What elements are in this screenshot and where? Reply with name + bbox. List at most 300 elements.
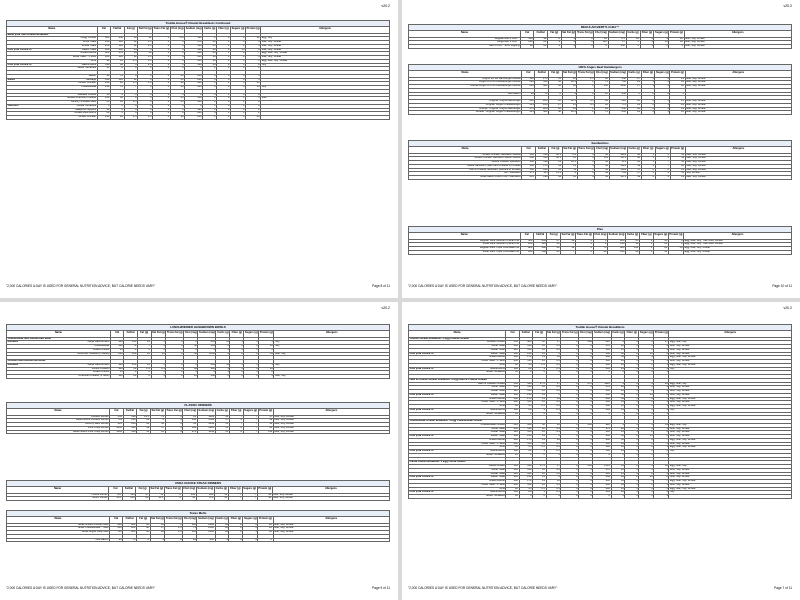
nutrient-value: 1 [625,371,639,375]
column-header: Name [7,26,98,33]
column-header: Fiber (g) [217,26,231,33]
category-label: Plus your choice of [7,63,32,66]
nutrient-value: 17 [546,382,561,386]
nutrient-value: 2 [641,111,655,115]
nutrient-value: 10 [110,101,124,105]
nutrient-value: 49 [137,426,151,430]
version-label: v20.2 [783,306,792,310]
nutrient-value: 3 [639,386,654,390]
nutrient-value: 920 [593,423,611,427]
nutrient-value: 1 [654,487,669,491]
nutrient-value: 82 [653,247,668,251]
item-name: Melted American Cheese [67,96,97,100]
nutrient-value: 3 [639,468,654,472]
allergens-cell: Milk, Soy, Wheat [261,48,390,52]
nutrient-value: 110 [110,41,124,45]
column-header: Carbs (g) [216,330,230,337]
nutrient-value: 0 [639,363,654,367]
nutrient-value: 4.5 [546,427,561,431]
allergens-cell: Milk, Soy, Wheat [273,419,389,423]
nutrient-value: 120 [533,243,547,247]
nutrient-value: 0 [153,52,171,56]
allergens-cell: Milk, Soy, Wheat [272,493,389,497]
nutrient-value: 0 [259,348,274,352]
allergens-cell: Milk, Soy, Wheat [261,41,390,45]
item-name: Grilled Biscuit [488,438,505,441]
column-header: FatCal [535,146,549,153]
column-header: FatCal [123,408,137,415]
nutrient-value: 2.5 [124,82,138,86]
column-header: Fat (g) [124,26,138,33]
nutrient-value: 8 [229,430,243,434]
column-header: Cal [522,146,535,153]
nutrient-value: 0 [579,401,593,405]
allergens-cell: Egg, Milk, Soy, Wheat [261,52,390,56]
column-header: Protein (g) [654,330,669,337]
item-name: "Original" Angus Cheeseburger [484,103,521,106]
nutrient-value: 230 [521,41,534,45]
nutrient-value: 40 [258,523,273,527]
nutrient-value: 80 [534,41,548,45]
nutrient-value: 930 [185,116,203,120]
item-name: Hickory Smoked Ham [71,100,97,103]
nutrient-value: 1 [217,67,231,71]
nutrient-value: 0 [579,386,593,390]
nutrient-value: 0 [170,104,184,108]
nutrient-value: 3 [654,360,669,364]
item-name: Grilled Cheese Sandwich [491,160,521,163]
nutrient-value: 370 [593,345,611,349]
nutrient-value: 50 [170,86,184,90]
nutrient-value: 3 [654,367,669,371]
nutrient-value: 1470 [609,176,627,180]
nutrient-value: 400 [97,37,110,41]
nutrient-value: 0 [561,352,579,356]
column-header: Allergens [273,516,389,523]
nutrient-value: 13.5 [549,172,563,176]
nutrient-value: 4.5 [138,41,153,45]
nutrient-value: 80 [110,63,124,67]
nutrient-value: 110 [110,44,124,48]
item-name: Small Slice Southern Pecan Pie [482,242,520,246]
nutrient-value: 0 [185,104,203,108]
item-name: Large Hashbrowns [87,340,110,344]
item-name: Raisin Toast [490,352,505,355]
allergens-cell: Egg, Milk, Soy, Wheat [669,487,792,491]
nutrient-value: 2 [164,493,182,497]
nutrient-value: 730 [109,531,122,535]
nutrient-value: 1120 [593,382,611,386]
nutrient-value: 380 [607,247,625,251]
nutrient-value: 770 [608,37,626,41]
nutrient-value: 7 [654,438,669,442]
category-label: Plus your choice of [409,434,434,437]
nutrient-value: 30 [595,161,609,165]
nutrient-value: 130 [519,435,533,439]
nutrient-value: 22 [626,37,640,41]
nutrient-value: 200 [506,401,519,405]
nutrient-value: 420 [535,111,549,115]
nutrient-value: 40 [595,164,609,168]
nutrient-value: 16 [203,59,217,63]
item-name: Grilled Biscuit [80,51,97,55]
nutrient-value: 260 [520,243,533,247]
nutrient-value: 0 [579,360,593,364]
column-header: FatCal [534,30,548,37]
nutrient-value: 220 [122,497,136,501]
section-title: REGULAR BERT'S CHILI™ [409,25,792,31]
column-header: Sodium (mg) [593,330,611,337]
nutrient-value: 16 [611,405,625,409]
nutrient-value: 6 [655,77,670,81]
allergens-cell: Egg, Milk, Soy, Wheat [683,250,791,254]
column-header: Protein (g) [259,330,274,337]
nutrient-value: 270 [535,164,549,168]
nutrient-value: 100 [182,493,196,497]
nutrient-value: 1160 [609,85,627,89]
allergens-cell: Soy [669,450,792,454]
item-name: Grits [499,487,505,490]
nutrient-value: 39 [627,176,641,180]
item-name: Wheat Toast [490,389,505,392]
item-name: Jalapeno Peppers [75,108,97,111]
nutrient-value: 0 [561,487,579,491]
nutrient-value: 8.5 [562,153,577,157]
nutrient-value: 44 [549,176,563,180]
nutrient-value: 0 [561,472,579,476]
nutrient-value: 44 [611,356,625,360]
nutrient-value: 0 [124,108,138,112]
nutrient-value: 2.5 [546,450,561,454]
nutrient-value: 1 [577,81,595,85]
allergens-cell: Milk, Soy, Wheat [669,386,792,390]
nutrient-value: 0 [576,41,594,45]
nutrient-value: 38 [611,435,625,439]
nutrient-value: 330 [522,161,535,165]
nutrient-value: 30 [562,85,577,89]
item-name: Add Bacon [507,92,521,95]
item-name: Large Hashbrowns [87,363,110,366]
nutrient-value: 0 [153,59,171,63]
table-row [409,176,792,180]
nutrient-value: 1 [625,487,639,491]
nutrient-value: 23 [670,168,685,172]
nutrient-value: 26 [627,161,641,165]
nutrient-value: 0 [153,101,171,105]
nutrient-value: 22 [150,531,165,535]
nutrient-value: 2 [203,37,217,41]
nutrient-value: 22 [150,430,165,434]
nutrient-value: 4.5 [546,401,561,405]
column-header: Sat Fat (g) [546,330,561,337]
nutrient-value: 0 [166,348,184,352]
nutrient-value: 300 [185,59,203,63]
column-header: Chol (mg) [594,30,608,37]
nutrient-value: 29 [611,408,625,412]
nutrient-value: 0 [579,371,593,375]
column-header: Cal [109,516,122,523]
item-name: Double Angus 1/4 LB Cheeseburger Deluxe [470,84,521,87]
nutrient-value: 3 [639,427,654,431]
nutrient-value: 0 [575,243,593,247]
nutrient-value: 3 [625,472,639,476]
nutrient-value: 670 [196,497,214,501]
nutrient-value: 160 [124,352,138,356]
nutrient-value: 19 [533,397,547,401]
nutrient-value: 29 [611,450,625,454]
nutrient-value: 90 [506,446,519,450]
nutrient-value: 0 [230,352,244,356]
column-header: Sugars (g) [655,146,670,153]
nutrient-value: 7 [243,430,258,434]
nutrient-value: 1 [641,161,655,165]
nutrient-value: 1 [639,239,653,243]
nutrient-value: 38 [611,393,625,397]
column-header: Sugars (g) [242,486,257,493]
nutrient-value: 3 [625,367,639,371]
nutrient-value: 1060 [609,168,627,172]
nutrient-value: 380 [110,341,123,345]
allergens-cell: Milk, Soy, Wheat [685,107,791,111]
nutrient-value: 270 [535,77,549,81]
nutrient-value: 140 [183,419,197,423]
nutrient-value: 1 [639,495,654,499]
nutrient-value: 250 [123,423,137,427]
nutrient-value: 0 [153,41,171,45]
column-header-row [7,486,390,493]
section-title: Pies [409,227,792,233]
nutrient-value: 3330 [197,430,215,434]
nutrient-value: 2 [217,48,231,52]
item-name: 3 Egg Omelet [80,36,97,40]
nutrient-value: 9 [533,450,547,454]
nutrient-value: 21 [549,161,563,165]
nutrient-value: 5 [245,74,260,78]
nutrient-value: 615 [109,497,122,501]
nutrient-value: 25 [519,405,533,409]
nutrient-value: 25 [519,446,533,450]
nutrient-value: 0 [579,480,593,484]
nutrient-value: 1 [230,67,245,71]
category-label: Meats [7,78,15,81]
nutrient-value: 190 [97,63,110,67]
allergens-cell: Milk, Soy, Wheat [273,426,389,430]
item-name: Texas Cheesesteak™ Melt [77,526,109,530]
nutrient-value: 0 [533,495,547,499]
footer-note: "2,000 CALORIES A DAY IS USED FOR GENERAL NUTRITION ADVICE, BUT CALORIE NEEDS VARY" [6,586,156,590]
nutrient-value: 1 [244,363,259,367]
category-label: Plus your choice of [409,475,434,479]
nutrient-value: 33 [626,243,640,247]
nutrient-value: 14 [533,352,547,356]
column-header: Protein (g) [258,408,273,415]
nutrient-value: 140 [97,82,110,86]
table-row [409,111,792,115]
nutrient-value: 500 [198,375,216,379]
nutrient-value: 1290 [197,523,215,527]
nutrient-value: 12 [150,523,165,527]
nutrient-value: 38.5 [549,157,563,161]
nutrition-table [408,64,792,115]
nutrient-value: 38 [611,352,625,356]
nutrient-value: 190 [535,161,549,165]
nutrient-value: 1 [654,495,669,499]
nutrient-value: 0 [230,116,245,120]
nutrient-value: 1240 [197,531,215,535]
nutrient-value: 4.5 [138,56,153,60]
nutrient-value: 50 [184,352,198,356]
nutrient-value: 100 [110,375,123,379]
nutrient-value: 2 [203,101,217,105]
nutrient-value: 6 [138,48,153,52]
nutrient-value: 14 [533,435,547,439]
nutrient-value: 795 [609,81,627,85]
nutrient-value: 0 [546,453,561,457]
column-header: Cal [521,30,534,37]
nutrient-value: 9 [245,101,260,105]
nutrient-value: 1195 [110,430,123,434]
nutrient-value: 1 [625,345,639,349]
column-header: Name [409,330,506,337]
nutrition-table [408,24,792,49]
allergens-cell: Milk, Soy, Wheat [669,360,792,364]
nutrient-value: 1 [244,371,259,375]
nutrient-value: 0 [593,495,611,499]
column-header: Sugars (g) [230,26,245,33]
nutrient-value: 3 [641,153,655,157]
nutrient-value: 10.5 [562,161,577,165]
nutrient-value: 0 [579,348,593,352]
nutrient-value: 11 [562,168,577,172]
nutrient-value: 4 [640,41,654,45]
nutrient-value: 0 [244,367,259,371]
column-header: Chol (mg) [593,232,607,239]
nutrient-value: 0 [579,408,593,412]
nutrient-value: 360 [593,435,611,439]
nutrient-value: 80 [519,491,533,495]
nutrient-value: 12 [533,427,547,431]
nutrient-value: 20.5 [549,153,563,157]
allergens-cell: Milk, Soy, Wheat [669,345,792,349]
nutrient-value: 22 [548,100,562,104]
nutrient-value: 3 [625,348,639,352]
nutrient-value: 690 [522,157,535,161]
nutrient-value: 75 [595,81,609,85]
nutrient-value: 5 [655,153,670,157]
nutrient-value: 0 [625,423,639,427]
nutrient-value: 0 [561,438,579,442]
nutrient-value: 12 [533,483,547,487]
nutrient-value: 42 [215,531,229,535]
allergens-cell: Milk, Soy, Wheat [669,348,792,352]
nutrient-value: 2 [216,375,230,379]
nutrient-value: 56 [214,493,228,497]
nutrient-value: 2190 [197,423,215,427]
column-header: Sodium (mg) [185,26,203,33]
nutrient-value: 2 [639,401,654,405]
nutrient-value: 6 [639,465,654,469]
nutrient-value: 2 [203,108,217,112]
nutrient-value: 70 [110,74,124,78]
nutrient-value: 300 [506,435,519,439]
nutrient-value: 275 [522,172,535,176]
allergens-cell: Milk, Soy, Wheat [272,497,389,501]
nutrient-value: 0 [577,168,595,172]
nutrient-value: 0 [561,453,579,457]
allergens-cell: Soy [669,491,792,495]
nutrient-value: 20 [124,367,138,371]
nutrient-value: 330 [185,44,203,48]
nutrient-value: 12 [670,161,685,165]
nutrient-value: 4 [216,352,230,356]
column-header: Sodium (mg) [609,146,627,153]
nutrient-value: 57 [215,419,229,423]
column-header: Fat (g) [137,330,151,337]
nutrient-value: 0 [639,450,654,454]
item-name: Bert's Chili™ as a Topping [489,44,520,47]
nutrient-value: 15 [562,103,577,107]
nutrient-value: 1 [217,82,231,86]
nutrient-value: 0 [153,56,171,60]
nutrient-value: 1 [230,367,244,371]
nutrient-value: 2 [639,348,654,352]
nutrient-value: 90 [534,37,548,41]
column-header: Sugars (g) [655,70,670,77]
nutrient-value: 0 [138,93,153,97]
section-title: Sandwiches [409,141,792,147]
item-name: Hashbrowns [81,63,97,66]
nutrient-value: 2 [641,107,655,111]
column-header: Carbs (g) [215,516,229,523]
nutrient-value: 20 [183,538,197,542]
footer-note: "2,000 CALORIES A DAY IS USED FOR GENERAL NUTRITION ADVICE, BUT CALORIE NEEDS VARY" [408,284,558,288]
nutrient-value: 55 [214,497,228,501]
nutrient-value: 75 [595,111,609,115]
nutrient-value: 6 [546,476,561,480]
nutrient-value: 0 [593,243,607,247]
item-name: Raisin Toast [490,475,505,479]
subheading: Cheese Omelet Breakfast: 3 Egg Cheese Omelet [409,337,506,341]
nutrient-value: 0 [519,371,533,375]
nutrient-value: 6 [654,435,669,439]
item-name: Chicken Dinner [90,415,109,418]
allergens-cell: Soy [669,367,792,371]
column-header: Sat Fat (g) [151,330,166,337]
nutrient-value: 0 [110,93,124,97]
nutrient-value: 660 [198,341,216,345]
nutrient-value: 4 [138,78,153,82]
nutrient-value: 220 [97,44,110,48]
item-name: Cheesesteak [94,344,110,347]
item-name: Angus 1/4 LB Hamburger Deluxe [482,77,521,80]
nutrient-value: 0 [546,495,561,499]
nutrient-value: 16 [562,176,577,180]
nutrient-value: 260 [185,78,203,82]
nutrient-value: 70 [123,538,137,542]
nutrient-value: 1 [641,85,655,89]
nutrient-value: 1 [217,56,231,60]
column-header: Sodium (mg) [196,486,214,493]
nutrient-value: 0 [203,86,217,90]
nutrient-value: 1 [625,397,639,401]
nutrient-value: 190 [535,153,549,157]
nutrient-value: 0 [184,341,198,345]
column-header: Sat Fat (g) [561,30,576,37]
column-header: Fiber (g) [641,70,655,77]
item-name-cell [7,538,110,542]
allergens-cell [261,116,390,120]
nutrient-value: 8 [124,97,138,101]
